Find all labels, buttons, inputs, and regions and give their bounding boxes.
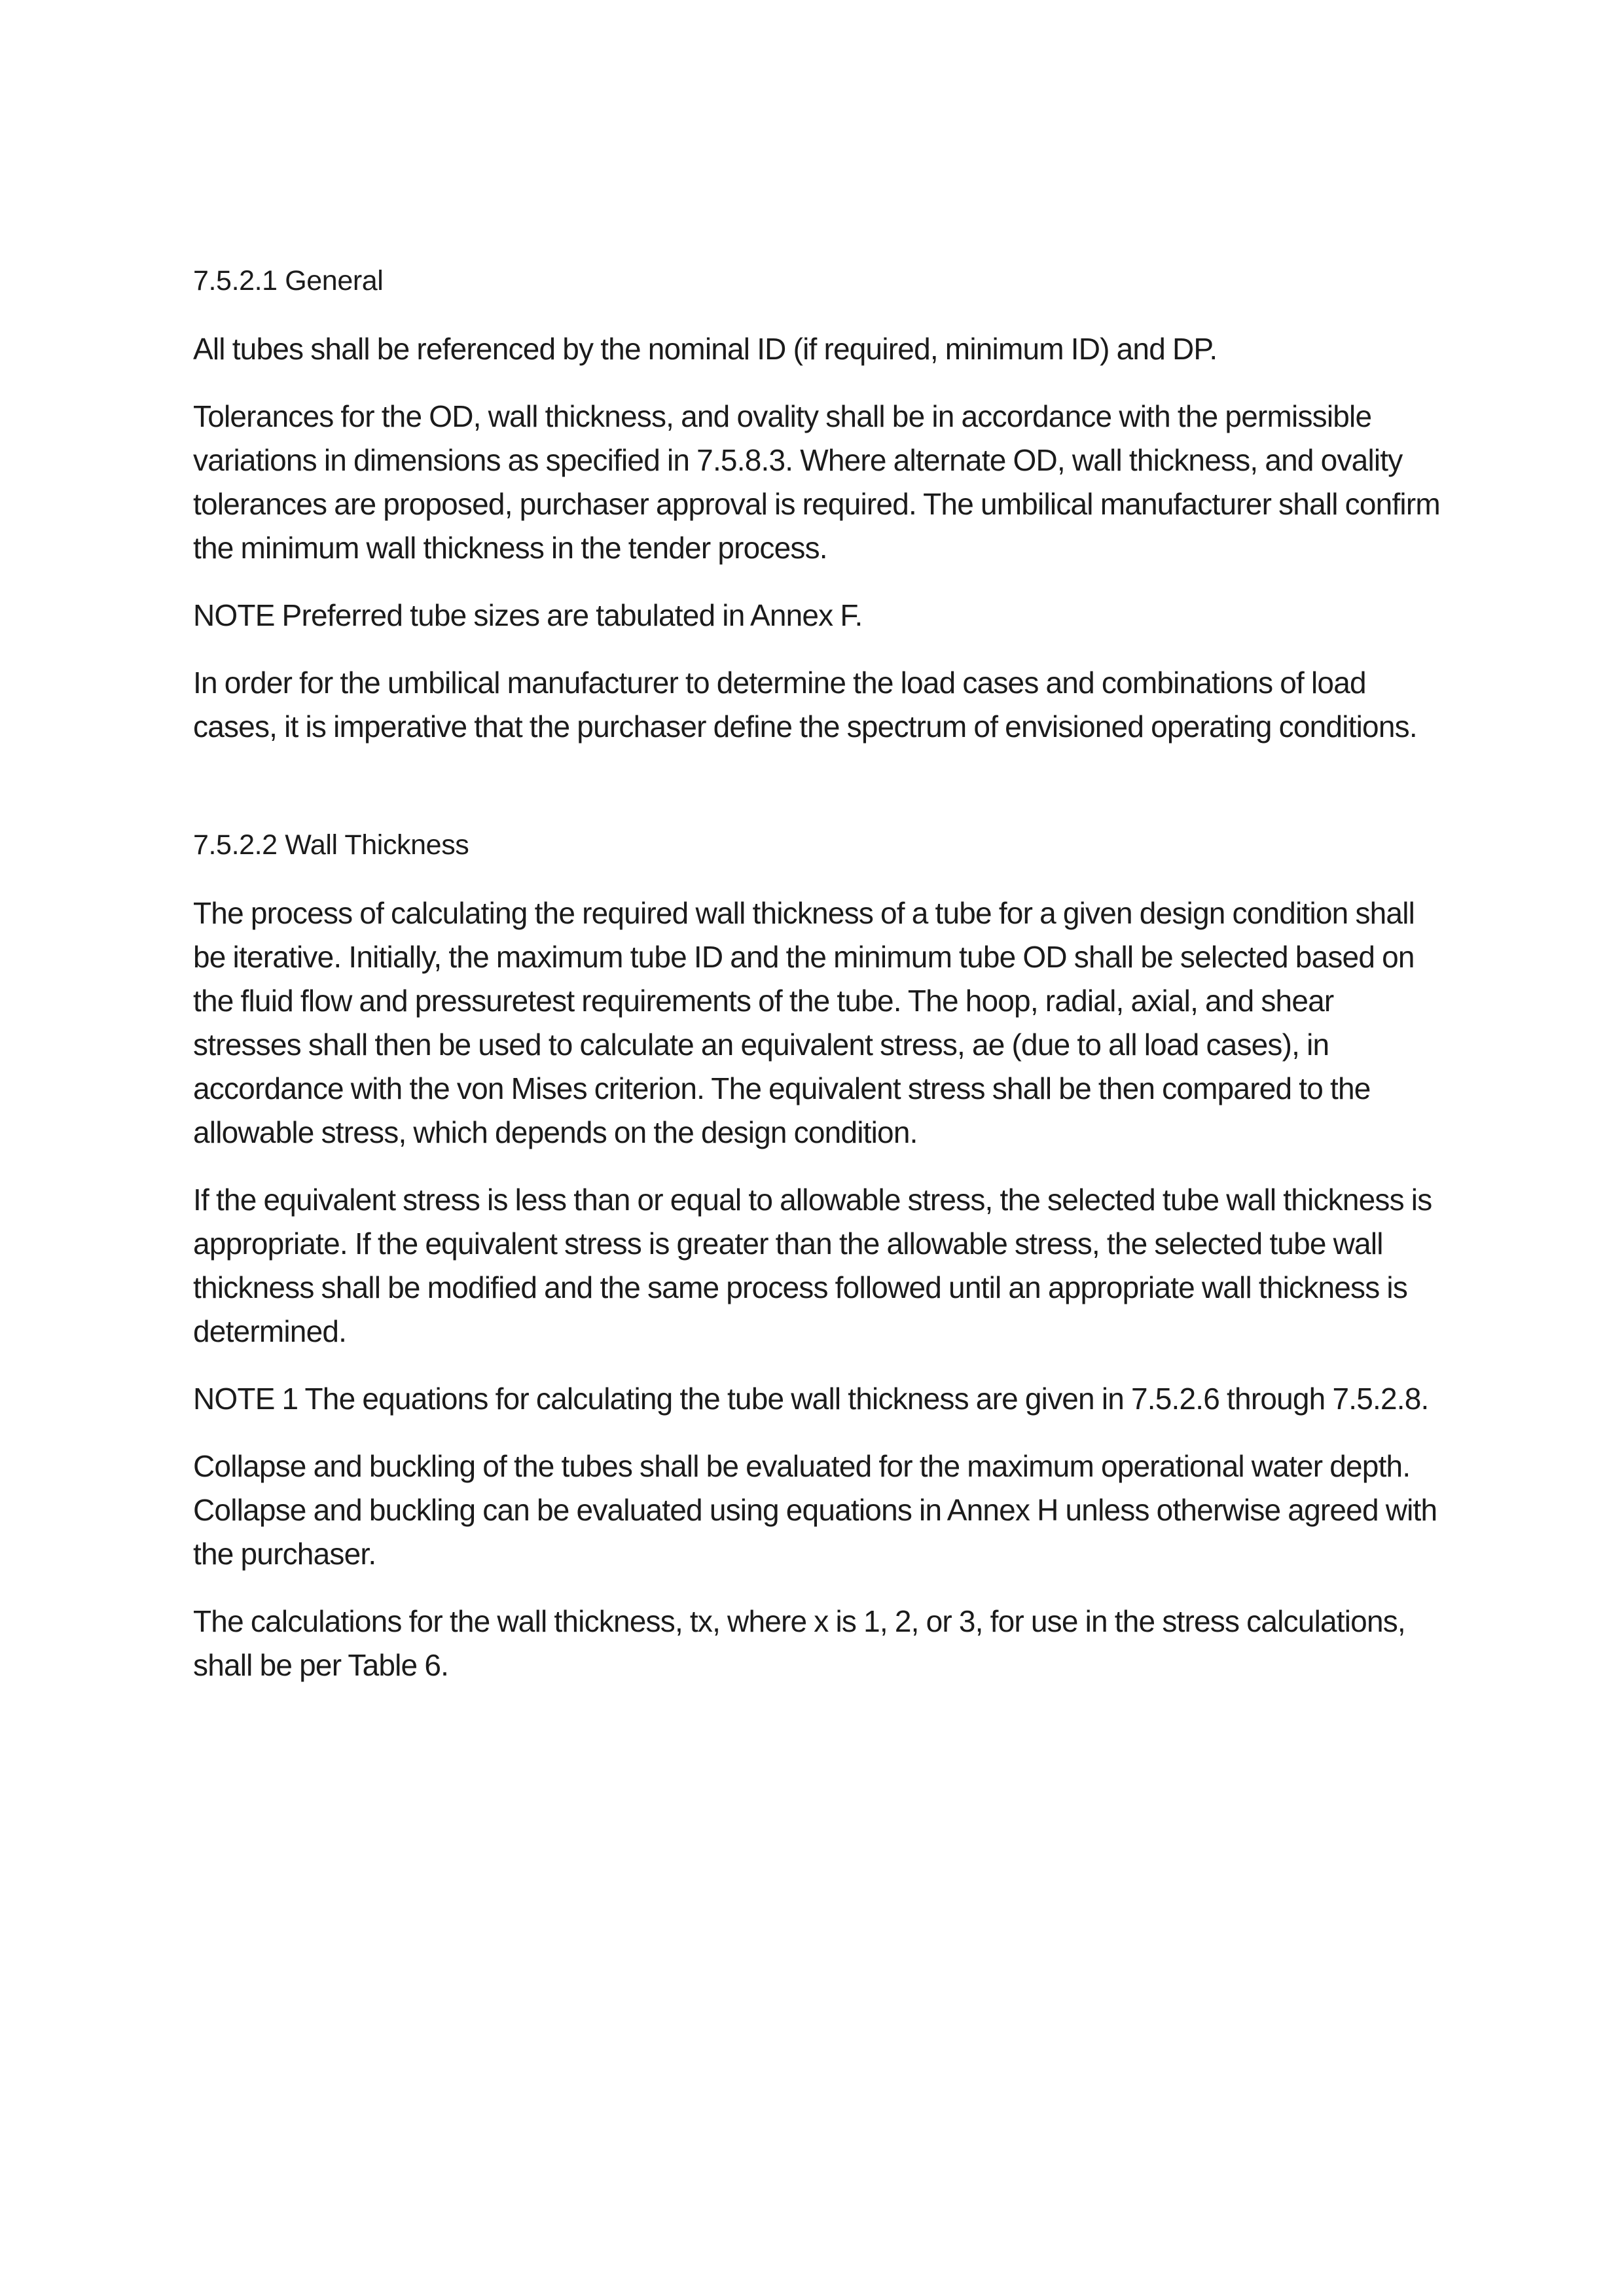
section-general <box>193 260 1445 749</box>
paragraph-load-cases: In order for the umbilical manufacturer to determine the load cases and combinations of load cases, it is imperative that the purchaser define the spectrum of envisioned operating conditions. <box>193 666 1417 744</box>
section-heading-wall-thickness: 7.5.2.2 Wall Thickness <box>193 829 469 861</box>
section-wall-thickness <box>193 825 1445 1687</box>
paragraph-collapse-buckling: Collapse and buckling of the tubes shall be evaluated for the maximum operational water depth. Collapse and buckling can be evaluated using equations in Annex H unless otherwise agreed with the purchaser. <box>193 1449 1437 1571</box>
paragraph-wall-thickness-process: The process of calculating the required wall thickness of a tube for a given design condition shall be iterative. Initially, the maximum tube ID and the minimum tube OD shall be selected based on the fluid flow and pressuretest requirements of the tube. The hoop, radial, axial, and shear stresses shall then be used to calculate an equivalent stress, ae (due to all load cases), in accordance with the von Mises criterion. The equivalent stress shall be then compared to the allowable stress, which depends on the design condition. <box>193 896 1415 1149</box>
document-text-block <box>193 260 1445 1687</box>
paragraph-wall-thickness-calculations: The calculations for the wall thickness, tx, where x is 1, 2, or 3, for use in the stress calculations, shall be per Table 6. <box>193 1604 1405 1682</box>
paragraph-equivalent-stress-check: If the equivalent stress is less than or equal to allowable stress, the selected tube wall thickness is appropriate. If the equivalent stress is greater than the allowable stress, the selected tube wall thickness shall be modified and the same process followed until an appropriate wall thickness is determined. <box>193 1183 1432 1348</box>
paragraph-note1-equations: NOTE 1 The equations for calculating the tube wall thickness are given in 7.5.2.6 through 7.5.2.8. <box>193 1382 1429 1416</box>
paragraph-tolerances: Tolerances for the OD, wall thickness, and ovality shall be in accordance with the permissible variations in dimensions as specified in 7.5.8.3. Where alternate OD, wall thickness, and ovality tolerances are proposed, purchaser approval is required. The umbilical manufacturer shall confirm the minimum wall thickness in the tender process. <box>193 399 1440 565</box>
section-heading-general: 7.5.2.1 General <box>193 265 384 296</box>
paragraph-tubes-referenced: All tubes shall be referenced by the nominal ID (if required, minimum ID) and DP. <box>193 332 1218 366</box>
paragraph-note-preferred-tube-sizes: NOTE Preferred tube sizes are tabulated in Annex F. <box>193 598 863 632</box>
